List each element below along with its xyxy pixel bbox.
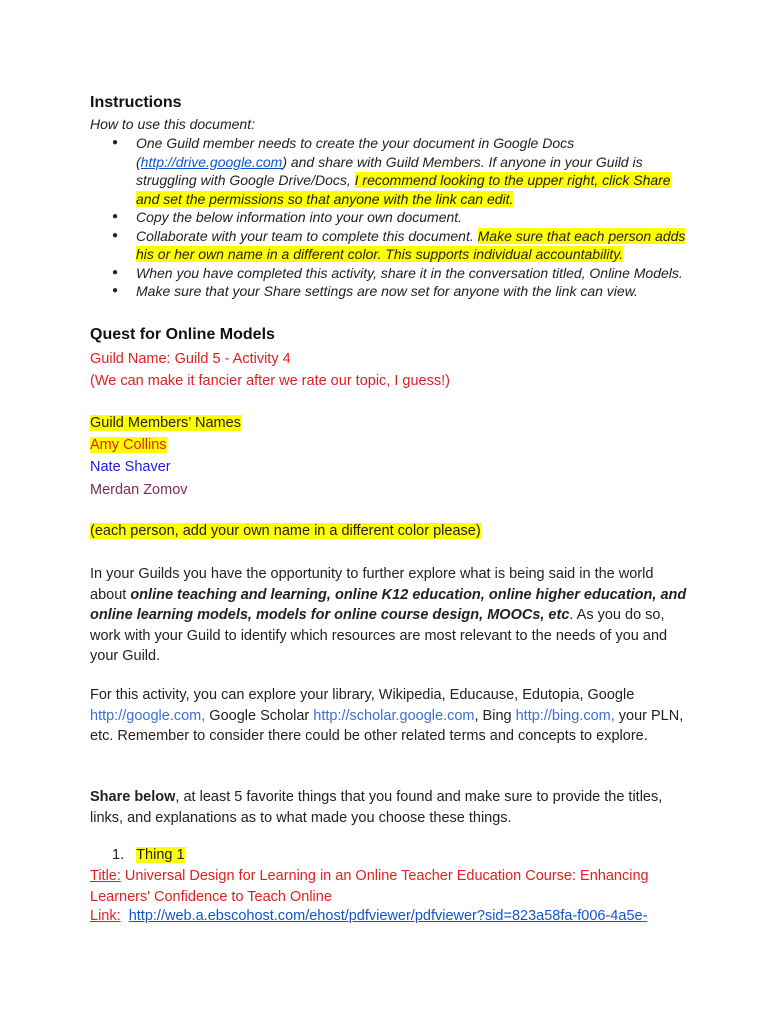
- thing-1-title: [90, 866, 690, 907]
- member-instruction: (each person, add your own name in a different color please): [90, 523, 481, 539]
- title-label: Title:: [90, 868, 121, 884]
- members-heading: Guild Members’ Names: [90, 415, 241, 431]
- instructions-list: [90, 134, 690, 301]
- instruction-text: Copy the below information into your own document.: [136, 209, 463, 225]
- drive-link[interactable]: http://drive.google.com: [140, 153, 283, 170]
- instruction-text: When you have completed this activity, share it in the conversation titled, Online Models.: [136, 264, 683, 281]
- bold-topics: online teaching and learning, online K12 education, online higher education, and online learning models, models for online course design, MOOCs, etc: [90, 586, 687, 623]
- paragraph-text: your PLN, etc. Remember to consider there could be other related terms and concepts to explore.: [90, 707, 684, 744]
- instruction-item-1: [90, 134, 690, 208]
- paragraph-text: , Bing: [474, 707, 516, 724]
- highlighted-text: Make sure that each person adds his or her own name in a different color. This supports individual accountability.: [136, 227, 686, 262]
- guild-note: (We can make it fancier after we rate our topic, I guess!): [90, 373, 450, 389]
- list-number: 1.: [112, 847, 125, 863]
- google-link[interactable]: http://google.com,: [90, 707, 206, 724]
- quest-heading: Quest for Online Models: [90, 326, 275, 343]
- guild-name: Guild Name: Guild 5 - Activity 4: [90, 351, 291, 367]
- member-name: Amy Collins: [90, 437, 167, 453]
- paragraph-text: , at least 5 favorite things that you found and make sure to provide the titles, links, and explanations as to what made you choose these things.: [90, 789, 663, 826]
- bing-link[interactable]: http://bing.com,: [515, 707, 615, 724]
- instruction-item-2: [90, 208, 690, 227]
- intro-paragraph: [90, 564, 690, 667]
- instructions-subtitle: How to use this document:: [90, 116, 255, 132]
- paragraph-text: Google Scholar: [205, 707, 314, 724]
- thing-label: Thing 1: [136, 847, 185, 863]
- ebsco-link[interactable]: http://web.a.ebscohost.com/ehost/pdfviewer/pdfviewer?sid=823a58fa-f006-4a5e-: [128, 908, 648, 924]
- paragraph-text: . As you do so, work with your Guild to identify which resources are most relevant to the needs of you and your Guild.: [90, 607, 668, 664]
- member-name: Merdan Zomov: [90, 482, 188, 498]
- instruction-item-5: [90, 282, 690, 301]
- thing-1-link: [90, 908, 647, 924]
- highlighted-text: I recommend looking to the upper right, click Share and set the permissions so that anyone with the link can edit.: [136, 172, 671, 207]
- share-paragraph: [90, 787, 690, 828]
- title-text: Universal Design for Learning in an Online Teacher Education Course: Enhancing Learners' Confidence to Teach Online: [90, 868, 649, 905]
- paragraph-text: In your Guilds you have the opportunity to further explore what is being said in the world about: [90, 566, 654, 603]
- member-name: Nate Shaver: [90, 459, 171, 475]
- instruction-text: One Guild member needs to create the your document in Google Docs (: [136, 135, 575, 170]
- thing-1-item: [112, 847, 185, 863]
- instruction-text: ) and share with Guild Members. If anyone in your Guild is struggling with Google Drive/Docs,: [136, 153, 643, 188]
- activity-paragraph: [90, 685, 690, 747]
- scholar-link[interactable]: http://scholar.google.com: [313, 707, 475, 724]
- instruction-text: Make sure that your Share settings are now set for anyone with the link can view.: [136, 283, 638, 299]
- share-below-bold: Share below: [90, 789, 176, 805]
- paragraph-text: For this activity, you can explore your library, Wikipedia, Educause, Edutopia, Google: [90, 687, 635, 703]
- instruction-item-4: [90, 264, 690, 283]
- instructions-heading: Instructions: [90, 94, 182, 111]
- instruction-item-3: [90, 227, 690, 264]
- link-label: Link:: [90, 908, 121, 924]
- instruction-text: Collaborate with your team to complete this document.: [136, 227, 478, 244]
